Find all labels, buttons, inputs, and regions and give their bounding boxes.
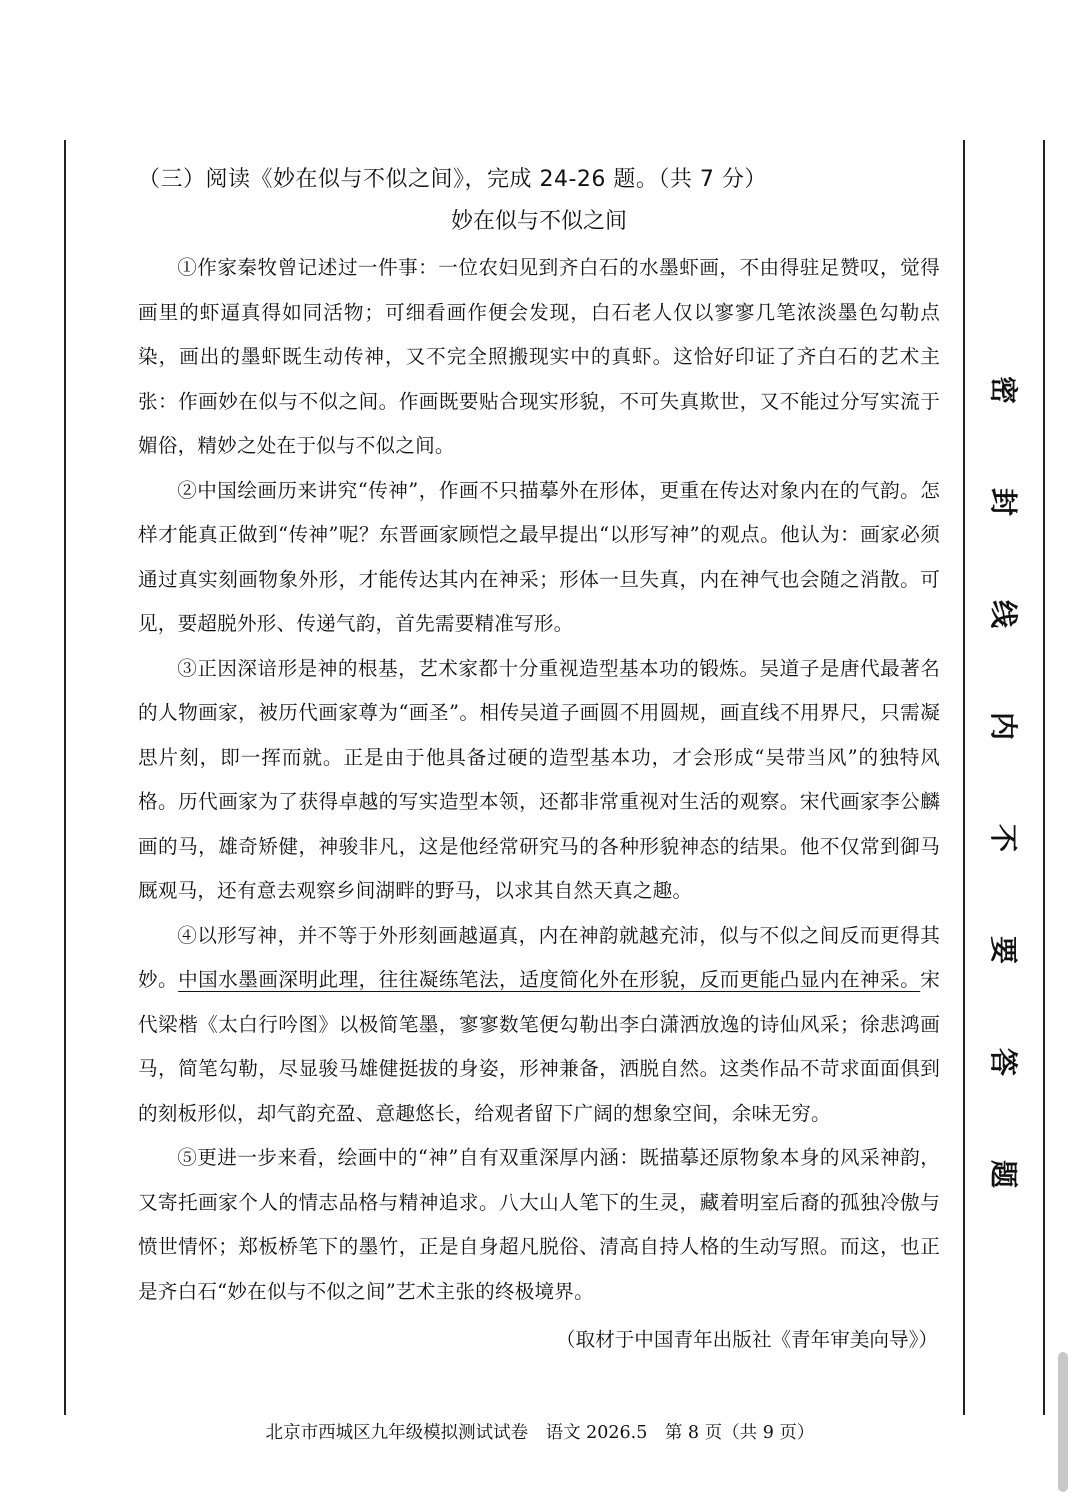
seal-char: 要 [986,935,1020,965]
paragraph-4-intro: ④以形写神，并不等于外形刻画越逼真，内在神韵就越充沛，似与不似之间反而更得其妙。 [138,923,940,991]
seal-char: 封 [986,487,1020,517]
page-footer: 北京市西城区九年级模拟测试试卷 语文 2026.5 第 8 页（共 9 页） [265,1423,815,1443]
left-margin-rule [64,140,66,1415]
seal-char: 题 [986,1159,1020,1189]
paragraph-4-underlined-sentence: 中国水墨画深明此理，往往凝练笔法，适度简化外在形貌，反而更能凸显内在神采。 [178,968,921,991]
paragraph-4 [138,914,940,1137]
section-heading: （三）阅读《妙在似与不似之间》，完成 24-26 题。（共 7 分） [138,167,767,192]
source-citation: （取材于中国青年出版社《青年审美向导》） [555,1328,938,1351]
seal-line-outer-rule [1043,140,1045,1415]
seal-char: 不 [986,823,1020,853]
paragraph-4-body: 宋代梁楷《太白行吟图》以极简笔墨，寥寥数笔便勾勒出李白潇洒放逸的诗仙风采；徐悲鸿画马，简笔勾勒，尽显骏马雄健挺拔的身姿，形神兼备，洒脱自然。这类作品不苛求面面俱到的刻板形似，却气韵充盈、意趣悠长，给观者留下广阔的想象空间，余味无穷。 [138,968,940,1125]
scrollbar-thumb[interactable] [1058,1352,1068,1492]
paragraph-1: ①作家秦牧曾记述过一件事：一位农妇见到齐白石的水墨虾画，不由得驻足赞叹，觉得画里的虾逼真得如同活物；可细看画作便会发现，白石老人仅以寥寥几笔浓淡墨色勾勒点染，画出的墨虾既生动传神，又不完全照搬现实中的真虾。这恰好印证了齐白石的艺术主张：作画妙在似与不似之间。作画既要贴合现实形貌，不可失真欺世，又不能过分写实流于媚俗，精妙之处在于似与不似之间。 [138,256,940,457]
paragraph-2: ②中国绘画历来讲究“传神”，作画不只描摹外在形体，更重在传达对象内在的气韵。怎样才能真正做到“传神”呢？东晋画家顾恺之最早提出“以形写神”的观点。他认为：画家必须通过真实刻画物象外形，才能传达其内在神采；形体一旦失真，内在神气也会随之消散。可见，要超脱外形、传递气韵，首先需要精准写形。 [138,478,940,635]
article-title: 妙在似与不似之间 [450,209,627,234]
seal-char: 内 [986,711,1020,741]
seal-line-notice [972,372,1034,1192]
seal-char: 线 [986,599,1020,629]
seal-line-inner-rule [963,140,965,1415]
paragraph-3: ③正因深谙形是神的根基，艺术家都十分重视造型基本功的锻炼。吴道子是唐代最著名的人物画家，被历代画家尊为“画圣”。相传吴道子画圆不用圆规，画直线不用界尺，只需凝思片刻，即一挥而就。正是由于他具备过硬的造型基本功，才会形成“吴带当风”的独特风格。历代画家为了获得卓越的写实造型本领，还都非常重视对生活的观察。宋代画家李公麟画的马，雄奇矫健，神骏非凡，这是他经常研究马的各种形貌神态的结果。他不仅常到御马厩观马，还有意去观察乡间湖畔的野马，以求其自然天真之趣。 [138,656,940,902]
reading-section [138,160,940,1362]
seal-char: 答 [986,1047,1020,1077]
paragraph-5: ⑤更进一步来看，绘画中的“神”自有双重深厚内涵：既描摹还原物象本身的风采神韵，又寄托画家个人的情志品格与精神追求。八大山人笔下的生灵，藏着明室后裔的孤独冷傲与愤世情怀；郑板桥笔下的墨竹，正是自身超凡脱俗、清高自持人格的生动写照。而这，也正是齐白石“妙在似与不似之间”艺术主张的终极境界。 [138,1146,940,1303]
seal-char: 密 [986,375,1020,405]
